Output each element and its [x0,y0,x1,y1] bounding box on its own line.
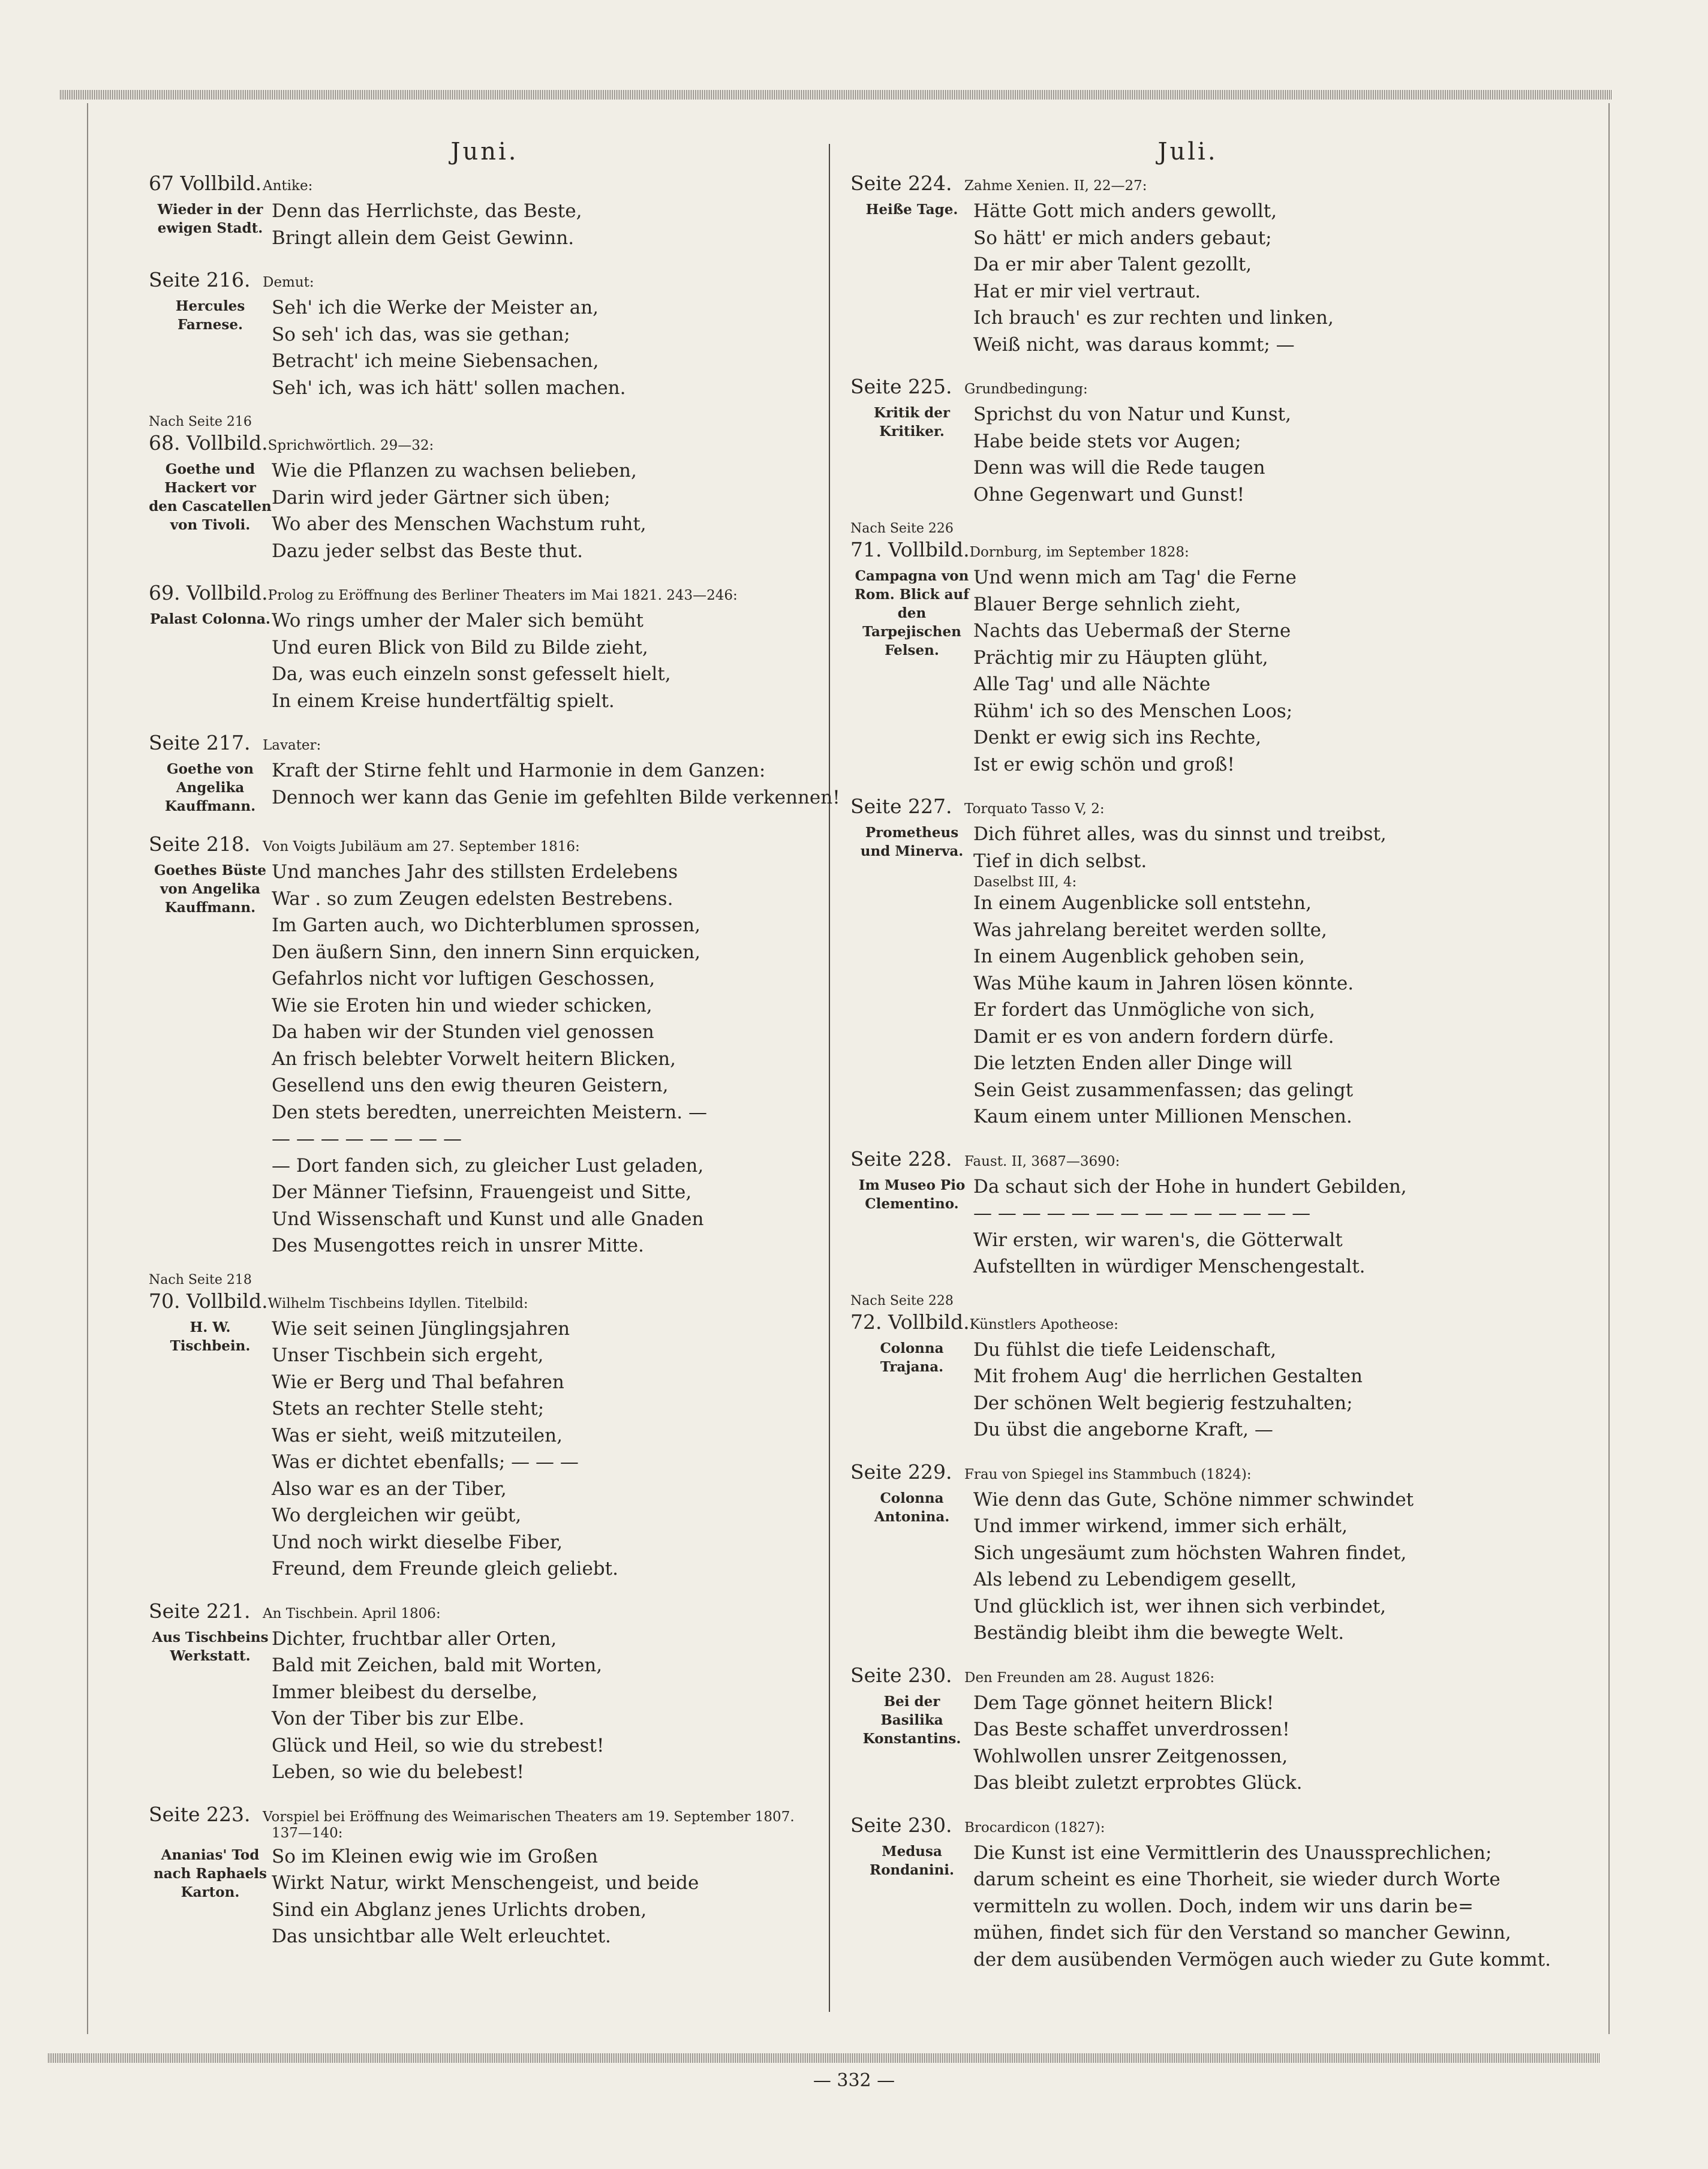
page-reference: Seite 217. [149,731,251,754]
entry-body [149,198,820,251]
verse-line: So seh' ich das, was sie gethan; [272,323,570,345]
verse-line: Und wenn mich am Tag' die Ferne [973,567,1297,588]
entry-header [850,1310,1525,1337]
entry-header [850,172,1525,198]
entry-header [149,731,820,757]
verse-line: In einem Kreise hundertfältig spielt. [272,690,615,712]
verse-line: Habe beide stets vor Augen; [973,430,1241,452]
poem-source: Frau von Spiegel ins Stammbuch (1824): [964,1466,1252,1482]
verse-line: vermitteln zu wollen. Doch, indem wir uns darin be= [973,1895,1474,1917]
verse-line: War . so zum Zeugen edelsten Bestrebens. [272,888,673,910]
entry-body [850,1487,1525,1647]
poem-text [973,198,1525,358]
verse-line: Dazu jeder selbst das Beste thut. [272,540,584,562]
poem-text [272,198,820,251]
verse-line: Das unsichtbar alle Welt erleuchtet. [272,1926,611,1947]
verse-line: Wie die Pflanzen zu wachsen belieben, [272,460,637,482]
poem-source: Wilhelm Tischbeins Idyllen. Titelbild: [267,1295,528,1311]
verse-line: Im Garten auch, wo Dichterblumen sprossen, [272,914,700,936]
poem-entry [850,1147,1525,1280]
verse-line: Sich ungesäumt zum höchsten Wahren findet, [973,1542,1407,1564]
verse-line: — — — — — — — — [272,1128,462,1150]
verse-line: Denkt er ewig sich ins Rechte, [973,727,1262,748]
entry-header [850,1663,1525,1690]
verse-line: Ich brauch' es zur rechten und linken, [973,307,1334,329]
verse-line: Dennoch wer kann das Genie im gefehlten Bilde verkennen! [272,786,840,808]
verse-line: Du übst die angeborne Kraft, — [973,1419,1273,1440]
verse-line: Dichter, fruchtbar aller Orten, [272,1627,557,1650]
verse-line: Er fordert das Unmögliche von sich, [973,999,1316,1021]
verse-line: So hätt' er mich anders gebaut; [973,227,1272,249]
verse-line: Und glücklich ist, wer ihnen sich verbindet, [973,1595,1387,1617]
verse-line: Und manches Jahr des stillsten Erdelebens [272,861,678,883]
poem-source: Antike: [263,178,313,194]
poem-entry [850,1813,1551,1974]
plate-note: Nach Seite 216 [149,414,252,429]
poem-source: Den Freunden am 28. August 1826: [964,1669,1215,1686]
verse-line: Des Musengottes reich in unsrer Mitte. [272,1235,644,1256]
page-reference: 70. Vollbild. [149,1289,268,1313]
entry-body [149,607,820,714]
verse-line: mühen, findet sich für den Verstand so mancher Gewinn, [973,1922,1511,1944]
verse-line: In einem Augenblicke soll entstehn, [973,892,1312,914]
poem-source: Vorspiel bei Eröffnung des Weimarischen Theaters am 19. September 1807. [263,1809,795,1825]
poem-source: Grundbedingung: [964,381,1088,397]
image-caption: Campagna von Rom. Blick auf den Tarpejischen Felsen. [854,568,970,658]
poem-source: Demut: [263,275,314,290]
verse-line: Wo rings umher der Maler sich bemüht [272,610,643,631]
poem-entry [149,1599,820,1786]
image-caption: Kritik der Kritiker. [874,405,950,440]
entry-header [149,1289,820,1316]
entry-body [149,1626,820,1786]
verse-line: Unser Tischbein sich ergeht, [272,1344,544,1366]
image-caption: Palast Colonna. [150,611,270,627]
poem-text [272,757,840,816]
verse-line: Wirkt Natur, wirkt Menschengeist, und beide [272,1872,699,1894]
verse-line: Bald mit Zeichen, bald mit Worten, [272,1654,603,1676]
verse-line: Bringt allein dem Geist Gewinn. [272,227,575,249]
image-caption: Goethe und Hackert vor den Cascatellen von Tivoli. [149,461,272,533]
verse-line: Dem Tage gönnet heitern Blick! [973,1692,1274,1714]
image-caption: Hercules Farnese. [175,298,245,333]
poem-entry [850,795,1525,1130]
entry-header [149,172,820,198]
entry-header [149,1599,820,1626]
entry-body [850,198,1525,358]
image-caption: Goethes Büste von Angelika Kauffmann. [154,862,266,916]
verse-line: Hätte Gott mich anders gewollt, [973,200,1277,222]
verse-line: Alle Tag' und alle Nächte [973,673,1211,695]
verse-line: Tief in dich selbst. [973,850,1147,872]
image-caption: Prometheus und Minerva. [860,825,964,859]
poem-entry [850,1292,1525,1443]
plate-note: Nach Seite 226 [850,521,954,536]
verse-line: Immer bleibest du derselbe, [272,1681,538,1703]
entry-body [850,564,1525,778]
verse-line: Da er mir aber Talent gezollt, [973,254,1252,275]
verse-line: Von der Tiber bis zur Elbe. [272,1708,525,1729]
poem-source: Sprichwörtlich. 29—32: [267,438,434,453]
image-caption: Im Museo Pio Clementino. [858,1177,966,1212]
verse-line: Kraft der Stirne fehlt und Harmonie in dem Ganzen: [272,760,766,781]
verse-line: Denn was will die Rede taugen [973,457,1265,479]
verse-line: — Dort fanden sich, zu gleicher Lust geladen, [272,1154,704,1177]
verse-line: Der Männer Tiefsinn, Frauengeist und Sitte, [272,1181,692,1203]
page-number: — 332 — [813,2070,895,2091]
verse-line: Wie seit seinen Jünglingsjahren [272,1317,570,1340]
entry-body [850,1840,1551,1974]
month-heading: Juli. [1157,138,1218,166]
poem-entry [149,832,820,1259]
column-divider [829,144,830,2012]
verse-line: Das bleibt zuletzt erprobtes Glück. [973,1772,1303,1794]
column-juli [850,138,1551,1990]
verse-line: Ist er ewig schön und groß! [973,753,1235,775]
entry-header [149,268,820,294]
page-reference: Seite 218. [149,832,251,856]
entry-body [850,1690,1525,1797]
verse-line: Die Kunst ist eine Vermittlerin des Unaussprechlichen; [973,1842,1492,1864]
verse-line: Was er sieht, weiß mitzuteilen, [272,1424,563,1446]
image-caption: Goethe von Angelika Kauffmann. [164,761,256,814]
poem-entry [149,413,820,564]
poem-entry [149,1271,820,1583]
poem-text [973,1690,1525,1797]
entry-header [850,795,1525,821]
entry-body [149,859,820,1259]
poem-text [272,607,820,714]
poem-text [973,1840,1551,1974]
entry-header [850,1460,1525,1487]
entry-body [149,757,840,816]
poem-entry [149,581,820,714]
poem-text [272,458,820,564]
poem-entry [850,375,1525,508]
plate-note: Nach Seite 218 [149,1272,252,1287]
poem-source: Daselbst III, 4: [973,874,1077,890]
verse-line: Wie denn das Gute, Schöne nimmer schwindet [973,1488,1414,1511]
poem-entry [850,520,1525,778]
entry-body [850,401,1525,508]
poem-source: Von Voigts Jubiläum am 27. September 1816: [263,839,580,855]
poem-text [272,859,820,1259]
entry-header [149,431,820,458]
poem-text [973,564,1525,778]
image-caption: Medusa Rondanini. [869,1843,955,1878]
verse-line: Wo dergleichen wir geübt, [272,1505,522,1526]
verse-line: Die letzten Enden aller Dinge will [973,1052,1292,1074]
page-reference: 69. Vollbild. [149,581,268,604]
image-caption: Wieder in der ewigen Stadt. [157,201,263,236]
entry-header [149,581,820,607]
entry-body [149,1316,820,1583]
verse-line: Den äußern Sinn, den innern Sinn erquicken, [272,941,700,963]
poem-text [973,401,1525,508]
entry-body [149,458,820,564]
entry-header [850,538,1525,564]
poem-text [272,1316,820,1583]
verse-line: Stets an rechter Stelle steht; [272,1398,545,1419]
image-caption: H. W. Tischbein. [170,1319,251,1354]
verse-line: Rühm' ich so des Menschen Loos; [973,700,1293,722]
poem-entry [149,172,820,251]
entry-body [149,294,820,401]
poem-source: Künstlers Apotheose: [969,1316,1118,1332]
poem-entry [149,731,840,816]
verse-line: Und noch wirkt dieselbe Fiber, [272,1531,563,1553]
verse-line: Da, was euch einzeln sonst gefesselt hielt, [272,663,671,685]
verse-line: Aufstellten in würdiger Menschengestalt. [973,1256,1366,1277]
poem-entry [850,1460,1525,1647]
verse-line: Und Wissenschaft und Kunst und alle Gnaden [272,1208,704,1230]
verse-line: Wir ersten, wir waren's, die Götterwalt [973,1229,1343,1251]
verse-line: Seh' ich die Werke der Meister an, [272,297,599,318]
page-reference: Seite 225. [850,375,952,398]
plate-note: Nach Seite 228 [850,1293,954,1308]
image-caption: Ananias' Tod nach Raphaels Karton. [154,1846,267,1900]
page-reference: 68. Vollbild. [149,431,268,455]
verse-line: Mit frohem Aug' die herrlichen Gestalten [973,1365,1363,1387]
page-reference: Seite 230. [850,1813,952,1837]
page-reference: 72. Vollbild. [850,1310,970,1334]
poem-text [973,1487,1525,1647]
poem-source: Torquato Tasso V, 2: [964,801,1105,817]
verse-line: Sprichst du von Natur und Kunst, [973,404,1291,425]
verse-line: Blauer Berge sehnlich zieht, [973,593,1241,615]
poem-source-continued: 137—140: [272,1825,343,1841]
poem-source: Brocardicon (1827): [964,1819,1105,1836]
entry-body [850,1337,1525,1443]
top-decorative-rule [60,90,1612,100]
page-reference: 67 Vollbild. [149,172,262,195]
poem-text [272,1843,820,1950]
verse-line: der dem ausübenden Vermögen auch wieder zu Gute kommt. [973,1948,1551,1971]
verse-line: Hat er mir viel vertraut. [973,280,1201,302]
verse-line: Prächtig mir zu Häupten glüht, [973,646,1268,669]
page-reference: Seite 230. [850,1663,952,1687]
page-reference: Seite 216. [149,268,251,291]
page-reference: 71. Vollbild. [850,538,970,561]
verse-line: Gesellend uns den ewig theuren Geistern, [272,1075,669,1096]
verse-line: So im Kleinen ewig wie im Großen [272,1845,598,1867]
verse-line: Damit er es von andern fordern dürfe. [973,1025,1334,1048]
page-reference: Seite 229. [850,1460,952,1484]
poem-entry [850,1663,1525,1797]
poem-text [973,1174,1525,1280]
entry-body [850,821,1525,1130]
poem-entry [149,268,820,401]
verse-line: Darin wird jeder Gärtner sich üben; [272,486,611,509]
entry-list [850,172,1551,1973]
verse-line: Du fühlst die tiefe Leidenschaft, [973,1338,1277,1361]
poem-source: Lavater: [263,738,321,753]
verse-line: Was er dichtet ebenfalls; — — — [272,1451,579,1473]
verse-line: darum scheint es eine Thorheit, sie wieder durch Worte [973,1869,1500,1890]
verse-line: Dich führet alles, was du sinnst und treibst, [973,823,1387,845]
verse-line: Was jahrelang bereitet werden sollte, [973,919,1327,941]
poem-source: Dornburg, im September 1828: [969,544,1189,560]
page-reference: Seite 228. [850,1147,952,1171]
verse-line: Ohne Gegenwart und Gunst! [973,483,1245,506]
page-reference: Seite 221. [149,1599,251,1623]
entry-header [850,375,1525,401]
poem-text [272,1626,820,1786]
month-heading: Juni. [450,138,519,166]
image-caption: Colonna Antonina. [874,1490,950,1525]
verse-line: Wie sie Eroten hin und wieder schicken, [272,994,652,1016]
verse-line: Und immer wirkend, immer sich erhält, [973,1515,1348,1537]
image-caption: Colonna Trajana. [880,1340,944,1375]
poem-text [973,1337,1525,1443]
poem-entry [149,1803,820,1950]
verse-line: Den stets beredten, unerreichten Meistern. — [272,1101,707,1123]
verse-line: Leben, so wie du belebest! [272,1761,524,1783]
verse-line: Da haben wir der Stunden viel genossen [272,1021,654,1043]
verse-line: Denn das Herrlichste, das Beste, [272,200,582,222]
verse-line: Der schönen Welt begierig festzuhalten; [973,1392,1353,1414]
poem-text [272,294,820,401]
verse-line: In einem Augenblick gehoben sein, [973,946,1305,967]
column-juni [149,138,840,1967]
verse-line: Glück und Heil, so wie du strebest! [272,1734,605,1756]
page-reference: Seite 223. [149,1802,251,1826]
verse-line: Nachts das Uebermaß der Sterne [973,620,1291,642]
verse-line: Betracht' ich meine Siebensachen, [272,350,599,372]
entry-header [850,1813,1525,1840]
verse-line: An frisch belebter Vorwelt heitern Blicken, [272,1048,676,1070]
bottom-decorative-rule [48,2053,1600,2063]
verse-line: Kaum einem unter Millionen Menschen. [973,1106,1352,1127]
page-reference: Seite 224. [850,172,952,195]
verse-line: Was Mühe kaum in Jahren lösen könnte. [973,972,1354,994]
page-reference: Seite 227. [850,795,952,818]
verse-line: Das Beste schaffet unverdrossen! [973,1719,1290,1740]
verse-line: Wo aber des Menschen Wachstum ruht, [272,513,646,535]
verse-line: Sein Geist zusammenfassen; das gelingt [973,1079,1354,1101]
poem-source: An Tischbein. April 1806: [263,1605,441,1622]
verse-line: Und euren Blick von Bild zu Bilde zieht, [272,636,648,658]
poem-entry [850,172,1525,358]
verse-line: Gefahrlos nicht vor luftigen Geschossen, [272,968,655,989]
image-caption: Heiße Tage. [865,201,958,218]
verse-line: Also war es an der Tiber, [272,1478,507,1500]
poem-text [973,821,1525,1130]
poem-source: Prolog zu Eröffnung des Berliner Theaters im Mai 1821. 243—246: [267,588,738,603]
verse-line: Sind ein Abglanz jenes Urlichts droben, [272,1899,647,1921]
verse-line: Wohlwollen unsrer Zeitgenossen, [973,1745,1288,1767]
image-caption: Aus Tischbeins Werkstatt. [152,1629,269,1664]
image-caption: Bei der Basilika Konstantins. [862,1693,961,1747]
entry-list [149,172,840,1950]
verse-line: Seh' ich, was ich hätt' sollen machen. [272,377,626,399]
entry-body [149,1843,820,1950]
verse-line: Als lebend zu Lebendigem gesellt, [973,1569,1297,1590]
poem-source: Faust. II, 3687—3690: [964,1153,1120,1169]
entry-body [850,1174,1525,1280]
verse-line: Wie er Berg und Thal befahren [272,1371,564,1393]
verse-line: Freund, dem Freunde gleich geliebt. [272,1558,618,1580]
entry-header [850,1147,1525,1174]
verse-line: Beständig bleibt ihm die bewegte Welt. [973,1622,1345,1644]
verse-line: Da schaut sich der Hohe in hundert Gebilden, [973,1175,1407,1198]
poem-source: Zahme Xenien. II, 22—27: [964,178,1147,194]
verse-line: — — — — — — — — — — — — — — [973,1202,1311,1224]
entry-header [149,832,820,859]
verse-line: Weiß nicht, was daraus kommt; — [973,333,1295,356]
